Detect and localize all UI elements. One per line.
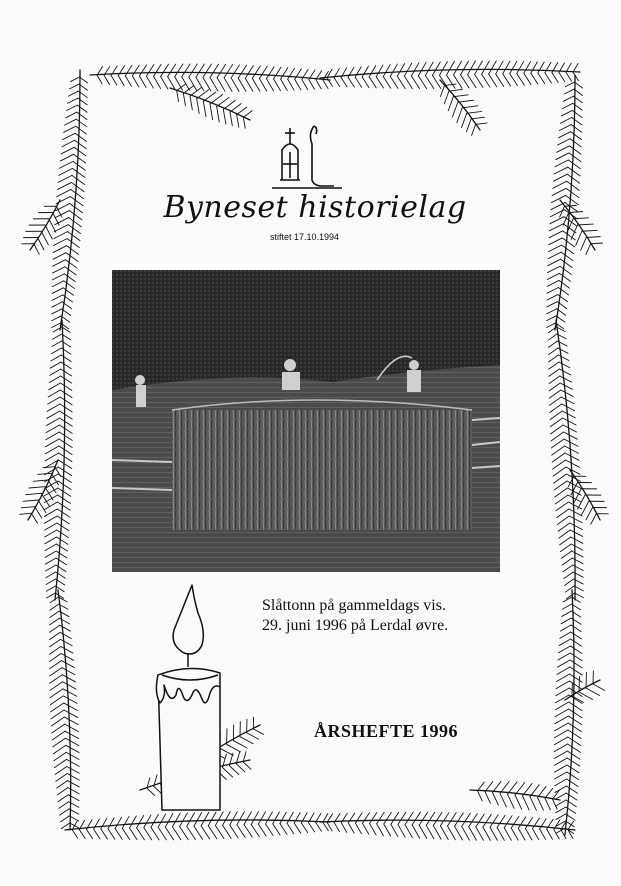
organization-title: Byneset historielag	[163, 190, 467, 225]
caption-line-1: Slåttonn på gammeldags vis.	[262, 597, 446, 614]
haymaking-photo	[112, 270, 500, 572]
founded-date: stiftet 17.10.1994	[270, 232, 340, 242]
issue-title: ÅRSHEFTE 1996	[314, 721, 459, 741]
candle-icon	[140, 575, 250, 815]
caption-line-2: 29. juni 1996 på Lerdal øvre.	[262, 617, 449, 634]
church-cross-monogram-icon	[262, 120, 352, 195]
photo-caption	[262, 596, 522, 636]
